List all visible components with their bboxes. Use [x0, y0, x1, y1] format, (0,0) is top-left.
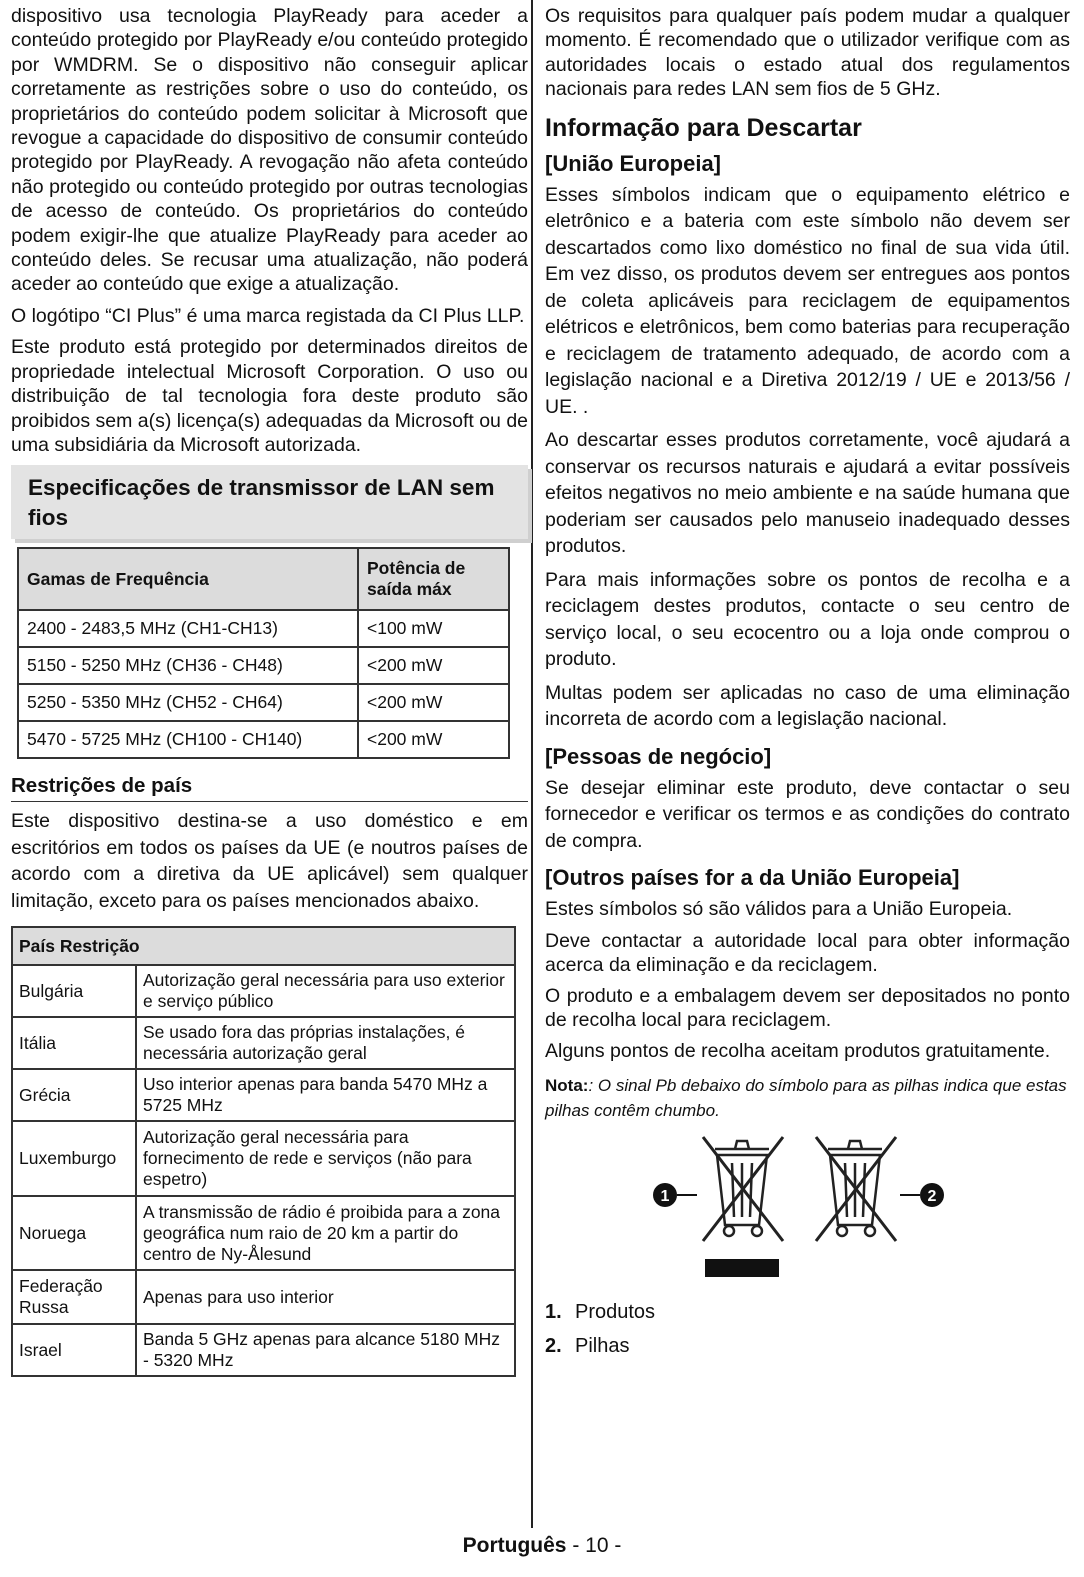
restriction-cell: Autorização geral necessária para uso exterior e serviço público — [136, 965, 515, 1017]
country-table-header: País Restrição — [12, 927, 515, 965]
legend-label: Produtos — [575, 1301, 656, 1324]
header-power: Potência de saída máx — [358, 548, 509, 610]
header-frequency: Gamas de Frequência — [18, 548, 358, 610]
lead-note — [545, 1073, 1070, 1123]
lan-spec-table — [17, 547, 510, 759]
other-countries-heading: [Outros países for a da União Europeia] — [545, 865, 960, 891]
restriction-cell: Apenas para uso interior — [136, 1270, 515, 1324]
country-cell: Noruega — [12, 1196, 136, 1270]
power-cell: <200 mW — [358, 647, 509, 684]
frequency-cell: 2400 - 2483,5 MHz (CH1-CH13) — [18, 610, 358, 647]
country-cell: Grécia — [12, 1069, 136, 1121]
power-cell: <100 mW — [358, 610, 509, 647]
callout-2-number: 2 — [927, 1188, 937, 1206]
ci-plus-paragraph: O logótipo “CI Plus” é uma marca registada da CI Plus LLP. — [11, 304, 525, 327]
playready-paragraph: dispositivo usa tecnologia PlayReady para aceder a conteúdo protegido por PlayReady e/ou conteúdo protegido por WMDRM. Se o dispositivo não conseguir aplicar corretamente as restrições sobre o uso do conteúdo, os proprietários do conteúdo podem solicitar à Microsoft que revogue a capacidade do dispositivo de consumir conteúdo protegido por PlayReady. A revogação não afeta conteúdo não protegido ou conteúdo protegido por outras tecnologias de acesso de conteúdo. Os proprietários do conteúdo podem exigir-lhe que atualize PlayReady para aceder ao conteúdo deles. Se recusar uma atualização, não poderá aceder ao conteúdo que exige a atualização. — [11, 5, 528, 296]
right-column — [545, 4, 1070, 1363]
requirements-paragraph: Os requisitos para qualquer país podem mudar a qualquer momento. É recomendado que o utilizador verifique com as autoridades locais o estado atual dos regulamentos nacionais para redes LAN sem fios de 5 GHz. — [545, 5, 1070, 101]
symbols-legend — [545, 1295, 1070, 1363]
legend-number: 1. — [545, 1301, 562, 1324]
note-label: Nota: — [545, 1076, 589, 1096]
page-footer — [0, 1534, 1084, 1558]
power-cell: <200 mW — [358, 721, 509, 758]
restriction-cell: Se usado fora das próprias instalações, é necessária autorização geral — [136, 1017, 515, 1069]
weee-symbols-graphic — [545, 1133, 1070, 1283]
left-column — [11, 4, 528, 1377]
solid-bar-marker — [705, 1259, 779, 1277]
restriction-cell: A transmissão de rádio é proibida para a zona geográfica num raio de 20 km a partir do centro de Ny-Ålesund — [136, 1196, 515, 1270]
legend-label: Pilhas — [575, 1335, 630, 1358]
table-row — [18, 721, 509, 758]
country-cell: Luxemburgo — [12, 1121, 136, 1196]
legend-item — [545, 1295, 1070, 1329]
table-row — [18, 647, 509, 684]
legend-item — [545, 1329, 1070, 1363]
restriction-cell: Uso interior apenas para banda 5470 MHz a 5725 MHz — [136, 1069, 515, 1121]
footer-language: Português — [462, 1534, 567, 1557]
legend-number: 2. — [545, 1335, 562, 1358]
callout-2 — [900, 1183, 944, 1207]
other-paragraph-3: O produto e a embalagem devem ser depositados no ponto de recolha local para reciclagem. — [545, 985, 1070, 1032]
table-row — [12, 1270, 515, 1324]
restriction-cell: Banda 5 GHz apenas para alcance 5180 MHz - 5320 MHz — [136, 1324, 515, 1376]
microsoft-paragraph: Este produto está protegido por determinados direitos de propriedade intelectual Microsoft Corporation. O uso ou distribuição de tal tecnologia fora deste produto são proibidos sem a(s) licença(s) adequadas da Microsoft ou de uma subsidiária da Microsoft autorizada. — [11, 336, 529, 456]
country-restrictions-heading: Restrições de país — [11, 773, 528, 802]
note-text: : O sinal Pb debaixo do símbolo para as pilhas indica que estas pilhas contêm chumbo. — [545, 1076, 1067, 1121]
table-row — [12, 1121, 515, 1196]
crossed-bin-icon-batteries — [816, 1137, 896, 1241]
restriction-cell: Autorização geral necessária para fornecimento de rede e serviços (não para espetro) — [136, 1121, 515, 1196]
frequency-cell: 5470 - 5725 MHz (CH100 - CH140) — [18, 721, 358, 758]
eu-heading: [União Europeia] — [545, 150, 722, 176]
column-divider — [531, 0, 533, 1528]
eu-paragraph-3: Para mais informações sobre os pontos de recolha e a reciclagem destes produtos, contacte o seu centro de serviço local, o seu ecocentro ou a loja onde comprou o produto. — [545, 568, 1070, 671]
table-row — [12, 1196, 515, 1270]
table-row — [18, 684, 509, 721]
eu-paragraph-1: Esses símbolos indicam que o equipamento elétrico e eletrônico e a bateria com este símbolo não devem ser descartados como lixo doméstico no final de sua vida útil. Em vez disso, os produtos devem ser entregues aos pontos de coleta aplicáveis para reciclagem de equipamentos elétricos e eletrônicos, bem como baterias para recuperação e reciclagem de tratamento adequado, de acordo com a legislação nacional e a Diretiva 2012/19 / UE e 2013/56 / UE. . — [545, 183, 1070, 418]
eu-paragraph-2: Ao descartar esses produtos corretamente, você ajudará a conservar os recursos naturais e ajudará a evitar possíveis efeitos negativos no meio ambiente e na saúde humana que poderiam ser causados pelo manuseio inadequado desses produtos. — [545, 429, 1070, 558]
table-header-row — [12, 927, 515, 965]
crossed-bin-icon-products — [703, 1137, 783, 1241]
table-header-row — [18, 548, 509, 610]
restrictions-paragraph: Este dispositivo destina-se a uso doméstico e em escritórios em todos os países da UE (e noutros países de acordo com a diretiva da UE aplicável) sem qualquer limitação, exceto para os países mencionados abaixo. — [11, 810, 528, 912]
frequency-cell: 5150 - 5250 MHz (CH36 - CH48) — [18, 647, 358, 684]
table-row — [12, 1069, 515, 1121]
table-row — [12, 1017, 515, 1069]
lan-spec-heading: Especificações de transmissor de LAN sem fios — [11, 465, 528, 539]
other-paragraph-2: Deve contactar a autoridade local para obter informação acerca da eliminação e da reciclagem. — [545, 930, 1070, 977]
callout-1-number: 1 — [660, 1188, 670, 1206]
callout-1 — [653, 1183, 697, 1207]
table-row — [18, 610, 509, 647]
power-cell: <200 mW — [358, 684, 509, 721]
page-number: - 10 - — [566, 1534, 622, 1557]
disposal-heading: Informação para Descartar — [545, 113, 862, 142]
country-cell: Federação Russa — [12, 1270, 136, 1324]
weee-symbols — [545, 1133, 1070, 1283]
business-paragraph: Se desejar eliminar este produto, deve contactar o seu fornecedor e verificar os termos e as condições do contrato de compra. — [545, 776, 1070, 852]
eu-paragraph-4: Multas podem ser aplicadas no caso de uma eliminação incorreta de acordo com a legislação nacional. — [545, 681, 1070, 731]
country-restrictions-table — [11, 926, 516, 1377]
table-row — [12, 965, 515, 1017]
country-cell: Israel — [12, 1324, 136, 1376]
table-row — [12, 1324, 515, 1376]
business-heading: [Pessoas de negócio] — [545, 743, 772, 769]
other-paragraph-4: Alguns pontos de recolha aceitam produtos gratuitamente. — [545, 1040, 1051, 1063]
country-cell: Itália — [12, 1017, 136, 1069]
other-paragraph-1: Estes símbolos só são válidos para a União Europeia. — [545, 898, 1013, 921]
country-cell: Bulgária — [12, 965, 136, 1017]
frequency-cell: 5250 - 5350 MHz (CH52 - CH64) — [18, 684, 358, 721]
